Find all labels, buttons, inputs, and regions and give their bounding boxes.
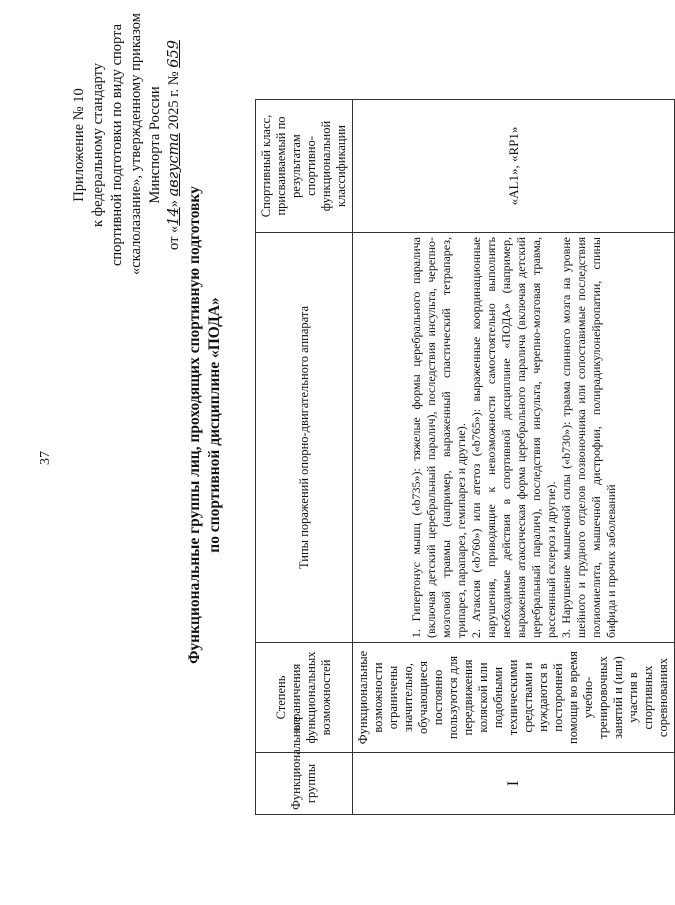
document-title [185, 105, 225, 745]
appendix-line: спортивной подготовки по виду спорта [109, 23, 125, 267]
page-number: 37 [38, 451, 53, 465]
date-mid: » [166, 196, 182, 208]
date-prefix: от « [166, 225, 182, 250]
cell-group: I [353, 753, 675, 815]
impairment-type-item: 2. Атаксия («b760») или атетоз («b765»): выраженные координационные нарушения, приводящие к невозможности самостоятельно выполнять необходимые действия в спортивной дисциплине «ПОДА» (например, выраженная атаксическая форма церебрального паралича (включая детский церебральный паралич), последствия инсульта, черепно-мозговая травма, рассеянный склероз и другие). [468, 237, 558, 638]
title-line-2: по спортивной дисциплине «ПОДА» [206, 297, 223, 553]
header-limitation-degree: Степень ограничения функциональных возможностей [256, 643, 353, 753]
table-row [353, 100, 675, 815]
order-date-line [165, 15, 184, 275]
table-header-row [256, 100, 353, 815]
cell-limitation: Функциональные возможности ограничены значительно, обучающиеся постоянно пользуются для передвижения коляской или подобными техническими средствами и нуждаются в посторонней помощи во время учебно-тренировочных занятий и (или) участия в спортивных соревнованиях [353, 643, 675, 753]
header-impairment-types: Типы поражений опорно-двигательного аппарата [256, 233, 353, 643]
appendix-line: «скалолазание», утвержденному приказом [128, 13, 144, 275]
appendix-line: Приложение № 10 [71, 88, 87, 202]
order-day: 14 [166, 207, 182, 226]
order-number: 659 [166, 40, 182, 68]
functional-groups-table [255, 99, 675, 815]
cell-impairment-types [353, 233, 675, 643]
header-sport-class: Спортивный класс, присваиваемый по результатам спортивно-функциональной классификации [256, 100, 353, 233]
order-year: 2025 г. № [166, 67, 182, 134]
cell-sport-classes: «AL1», «RP1» [353, 100, 675, 233]
impairment-type-item: 3. Нарушение мышечной силы («b730»): травма спинного мозга на уровне шейного и грудного отделов позвоночника или сопоставимые последствия полиомиелита, мышечной дистрофии, полирадикулонейропатии, спины бифида и прочих заболеваний [558, 237, 618, 638]
title-line-1: Функциональные группы лиц, проходящих спортивную подготовку [186, 186, 203, 664]
impairment-type-item: 1. Гипертонус мышц («b735»): тяжелые формы церебрального паралича (включая детский церебральный паралич), последствия инсульта, черепно-мозговой травмы (например, выраженный спастический тетрапарез, трипарез, парапарез, гемипарез и другие). [408, 237, 468, 638]
order-month: августа [166, 133, 182, 197]
header-functional-groups: Функциональные группы [256, 753, 353, 815]
appendix-block [70, 15, 184, 275]
appendix-line: к федеральному стандарту [90, 63, 106, 227]
appendix-line: Минспорта России [147, 86, 163, 204]
